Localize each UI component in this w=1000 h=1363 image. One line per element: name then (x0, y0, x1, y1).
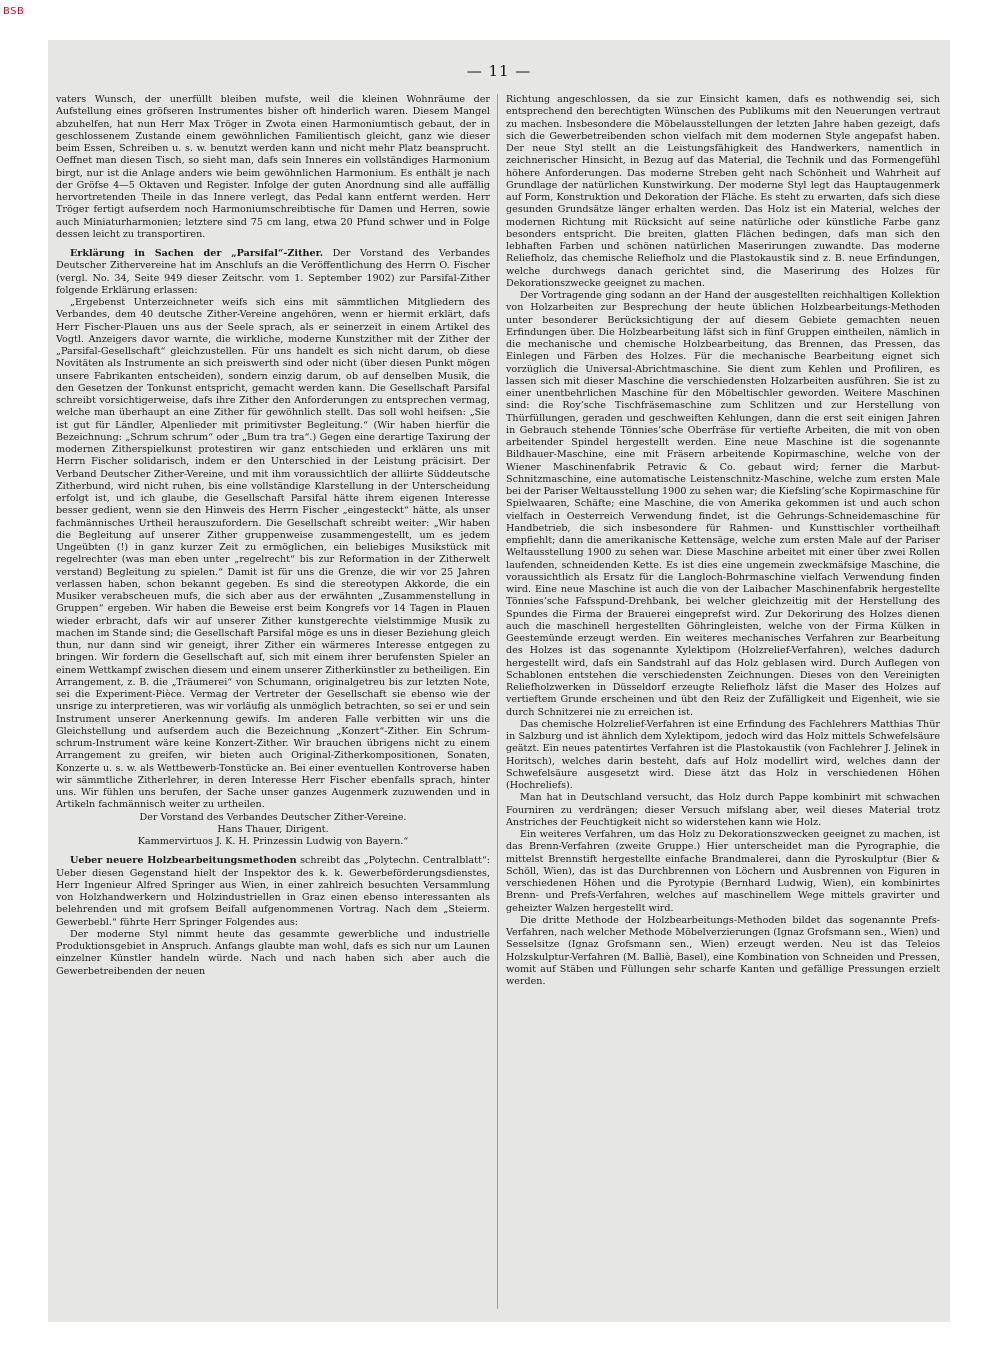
paragraph-modern-style: Der moderne Styl nimmt heute das gesammte gewerbliche und industrielle Produktionsgebiet in Anspruch. Anfangs glaubte man wohl, dafs es sich nur um Launen einzelner Künstler handeln würde. Nach und nach haben sich aber auch die Gewerbetreibenden der neuen (56, 928, 490, 977)
signature-board: Der Vorstand des Verbandes Deutscher Zither-Vereine. (139, 811, 407, 823)
left-column (56, 94, 490, 978)
paragraph-modern-direction: Richtung angeschlossen, da sie zur Einsicht kamen, dafs es nothwendig sei, sich entsprechend den berechtigten Wünschen des Publikums mit den Neuerungen vertraut zu machen. Insbesondere die Möbelausstellungen der letzten Jahre haben gezeigt, dafs sich die Gewerbetreibenden schon vielfach mit dem modernen Style angepafst haben. Der neue Styl stellt an die Leistungsfähigkeit des Handwerkers, namentlich in zeichnerischer Hinsicht, in Bezug auf das Material, die Technik und das Formengefühl höhere Anforderungen. Das moderne Streben geht nach Schönheit und Wahrheit auf Grundlage der natürlichen Kunstwirkung. Der moderne Styl legt das Hauptaugenmerk auf Form, Konstruktion und Dekoration der Fläche. Es steht zu erwarten, dafs sich diese gesunden Grundsätze länger erhalten werden. Das Holz ist ein Material, welches der modernen Richtung mit Rücksicht auf seine natürliche oder künstliche Farbe ganz besonders entspricht. Die breiten, glatten Flächen bedingen, dafs man sich den lebhaften Farben und schönen natürlichen Maserirungen zuwandte. Das moderne Reliefholz, das chemische Reliefholz und die Plastokaustik sind z. B. neue Erfindungen, welche durchwegs danach gerichtet sind, die Maserirung des Holzes für Dekorationszwecke geeignet zu machen. (506, 94, 940, 289)
paragraph-declaration: „Ergebenst Unterzeichneter weifs sich eins mit sämmtlichen Mitgliedern des Verbandes, dem 40 deutsche Zither-Vereine angehören, wenn er hiermit erklärt, dafs Herr Fischer-Plauen uns aus der Seele sprach, als er seinerzeit in einem Artikel des Vogtl. Anzeigers davor warnte, die wirkliche, moderne Kunstzither mit der Zither der „Parsifal-Gesellschaft“ gleichzustellen. Für uns handelt es sich nicht darum, ob diese Novitäten als Instrumente an sich preiswerth sind oder nicht (über diesen Punkt mögen unsere Fabrikanten entscheiden), sondern einzig darum, ob auf denselben Musik, die den Gesetzen der Tonkunst entspricht, gemacht werden kann. Die Gesellschaft Parsifal schreibt vorsichtigerweise, dafs ihre Zither den Anforderungen zu entsprechen vermag, welche man überhaupt an eine Zither für gewöhnlich stellt. Das soll wohl heifsen: „Sie ist gut für Ländler, Alpenlieder mit primitivster Begleitung.“ (Wir haben hierfür die Bezeichnung: „Schrum schrum“ oder „Bum tra tra“.) Gegen eine derartige Taxirung der modernen Zitherspielkunst protestiren wir ganz entschieden und erklären uns mit Herrn Fischer solidarisch, indem er den Unterschied in der Leistung präcisirt. Der Verband Deutscher Zither-Vereine, und mit ihm voraussichtlich der alliirte Süddeutsche Zitherbund, wird nicht ruhen, bis eine vollständige Klarstellung in der Unterscheidung erfolgt ist, und ich glaube, die Gesellschaft Parsifal hätte ihrem eigenen Interesse besser gedient, wenn sie den Hinweis des Herrn Fischer „eingesteckt“ hätte, als unser fachmännisches Urtheil herauszufordern. Die Gesellschaft schreibt weiter: „Wir haben die Begleitung auf unserer Zither gruppenweise zusammengestellt, um es jedem Ungeübten (!) in ganz kurzer Zeit zu ermöglichen, ein beliebiges Musikstück mit regelrechter (was man eben unter „regelrecht“ bis zur Reformation in der Zitherwelt verstand) Begleitung zu spielen.“ Damit ist für uns die Grenze, die wir vor 25 Jahren verlassen haben, schon bekannt gegeben. Es sind die stereotypen Akkorde, die ein Musiker verabscheuen mufs, die sich aber aus der erwähnten „Zusammenstellung in Gruppen“ ergeben. Wir haben die Beweise erst beim Kongrefs vor 14 Tagen in Plauen wieder erbracht, dafs wir auf unserer Zither kunstgerechte vielstimmige Musik zu machen im Stande sind; die Gesellschaft Parsifal möge es uns in dieser Beziehung gleich thun, nur dann sind wir geneigt, ihrer Zither ein wärmeres Interesse entgegen zu bringen. Wir fordern die Gesellschaft auf, sich mit einem ihrer berufensten Spieler an einem Wettkampf zwischen diesem und einem unserer Zitherkünstler zu betheiligen. Ein Arrangement, z. B. die „Träumerei“ von Schumann, originalgetreu bis zur letzten Note, sei die Experiment-Pièce. Vermag der Vertreter der Gesellschaft sie ebenso wie der unsrige zu interpretieren, was wir vorläufig als unmöglich betrachten, so sei er und sein Instrument unserer Anerkennung gewifs. Im anderen Falle verbitten wir uns die Gleichstellung und aufserdem auch die Bezeichnung „Konzert“-Zither. Ein Schrum-schrum-Instrument wäre keine Konzert-Zither. Wir brauchen übrigens nicht zu einem Arrangement zu greifen, wir bieten auch Original-Zitherkompositionen, Sonaten, Konzerte u. s. w. als Wettbewerb-Tonstücke an. Bei einer eventuellen Kontroverse haben wir sämmtliche Zitherlehrer, in deren Interesse Herr Fischer ebenfalls sprach, hinter uns. Wir fühlen uns berufen, der Sache unser ganzes Augenmerk zuzuwenden und in Artikeln fachmännisch weiter zu urtheilen. (56, 297, 490, 811)
right-column (506, 94, 940, 988)
signature-virtuoso: Kammervirtuos J. K. H. Prinzessin Ludwig von Bayern.“ (137, 836, 409, 847)
paragraph-pressing-method: Die dritte Methode der Holzbearbeitungs-Methoden bildet das sogenannte Prefs-Verfahren, nach welcher Methode Möbelverzierungen (Ignaz Grofsmann sen., Wien) und Sesselsitze (Ignaz Grofsmann sen., Wien) erzeugt werden. Neu ist das Teleios Holzskulptur-Verfahren (M. Balliè, Basel), eine Kombination von Schneiden und Pressen, womit auf Stäben und Füllungen sehr scharfe Kanten und gefällige Pressungen erzielt werden. (506, 914, 940, 987)
signature-conductor: Hans Thauer, Dirigent. (217, 823, 329, 835)
paragraph-harmonium-table: vaters Wunsch, der unerfüllt bleiben mufste, weil die kleinen Wohnräume der Aufstellung eines gröfseren Instrumentes bisher oft hinderlich waren. Diesem Mangel abzuhelfen, hat nun Herr Max Tröger in Zwota einen Harmoniumtisch gebaut, der in geschlossenem Zustande einem gewöhnlichen Familientisch gleicht, ganz wie dieser beim Essen, Schreiben u. s. w. benutzt werden kann und nicht mehr Platz beansprucht. Oeffnet man diesen Tisch, so sieht man, dafs sein Inneres ein vollständiges Harmonium birgt, nur ist die Anlage anders wie beim gewöhnlichen Harmonium. Es enthält je nach der Gröfse 4—5 Oktaven und Register. Infolge der guten Anordnung sind alle auffällig hervortretenden Theile in das Innere verlegt, das Pedal kann entfernt werden. Herr Tröger fertigt aufserdem noch Harmoniumschreibtische für Damen und Herren, sowie auch Miniaturharmonien; letztere sind 75 cm lang, etwa 20 Pfund schwer und in Folge dessen leicht zu transportiren. (56, 94, 490, 240)
scanned-page (48, 40, 950, 1322)
column-divider (497, 94, 498, 1309)
page-number: — 11 — (466, 62, 532, 80)
woodworking-intro-text: schreibt das „Polytechn. Centralblatt“: Ueber diesen Gegenstand hielt der Inspektor des k. k. Gewerbeförderungsdienstes, Herr Ingenieur Alfred Springer aus Wien, in einer zahlreich besuchten Versammlung von Holzhandwerkern und Holzindustriellen in Graz einen ebenso interessanten als belehrenden und mit grofsem Beifall aufgenommenen Vortrag. Nach dem „Steierm. Gewerbebl.“ führte Herr Springer Folgendes aus: (56, 855, 490, 928)
paragraph-mechanical-processing: Der Vortragende ging sodann an der Hand der ausgestellten reichhaltigen Kollektion von Holzarbeiten zur Besprechung der heute üblichen Holzbearbeitungs-Methoden unter besonderer Berücksichtigung der auf diesem Gebiete gemachten neuen Erfindungen über. Die Holzbearbeitung läfst sich in fünf Gruppen eintheilen, nämlich in die mechanische und chemische Holzbearbeitung, das Brennen, das Pressen, das Einlegen und Färben des Holzes. Für die mechanische Bearbeitung eignet sich vorzüglich die Universal-Abrichtmaschine. Sie dient zum Kehlen und Profiliren, es lassen sich mit dieser Maschine die verschiedensten Holzarbeiten ausführen. Sie ist zu einer unentbehrlichen Maschine für den Möbeltischler geworden. Weitere Maschinen sind: die Roy’sche Tischfräsemaschine zum Schlitzen und zur Herstellung von Thürfüllungen, geraden und geschweiften Kehlungen, dann die erst seit einigen Jahren in Gebrauch stehende Tönnies’sche Oberfräse für vertiefte Arbeiten, die mit von oben arbeitender Spindel hergestellt werden. Eine neue Maschine ist die sogenannte Bildhauer-Maschine, eine mit Fräsern arbeitende Kopirmaschine, welche von der Wiener Maschinenfabrik Petravic & Co. gebaut wird; ferner die Marbut-Schnitzmaschine, eine automatische Leistenschnitz-Maschine, welche zum ersten Male bei der Pariser Weltausstellung 1900 zu sehen war; die Kiefsling’sche Kopirmaschine für Spielwaaren, Schäfte; eine Maschine, die von Amerika gekommen ist und auch schon vielfach in Oesterreich Verwendung findet, ist die Gehrungs-Schneidemaschine für Handbetrieb, die sich insbesondere für Rahmen- und Kunsttischler vortheilhaft empfiehlt; dann die amerikanische Kettensäge, welche zum ersten Male auf der Pariser Weltausstellung 1900 zu sehen war. Diese Maschine arbeitet mit einer über zwei Rollen laufenden, schneidenden Kette. Es ist dies eine ungemein zweckmäfsige Maschine, die voraussichtlich als Ersatz für die Langloch-Bohrmaschine vielfach Verwendung finden wird. Eine neue Maschine ist auch die von der Laibacher Maschinenfabrik hergestellte Tönnies’sche Fafsspund-Drehbank, bei welcher gleichzeitig mit der Herstellung des Spundes die Firma der Brauerei eingeprefst wird. Zur Dekorirung des Holzes dienen auch die maschinell hergestellten Göhringleisten, welche von der Firma Külken in Geestemünde erzeugt werden. Ein weiteres mechanisches Verfahren zur Bearbeitung des Holzes ist das sogenannte Xylektipom (Holzrelief-Verfahren), welches dadurch hergestellt wird, dafs ein Sandstrahl auf das Holz geblasen wird. Durch Auflegen von Schablonen entstehen die verschiedensten Zeichnungen. Dieses von den Vereinigten Reliefholzwerken in Düsseldorf erzeugte Reliefholz läfst die Maser des Holzes auf vertieftem Grunde erscheinen und übt den Reiz der Zufälligkeit und Eigenheit, wie sie durch Schnitzerei nie zu erreichen ist. (506, 290, 940, 718)
paragraph-burning-method: Ein weiteres Verfahren, um das Holz zu Dekorationszwecken geeignet zu machen, ist das Brenn-Verfahren (zweite Gruppe.) Hier unterscheidet man die Pyrographie, die mittelst Brennstift hergestellte einfache Brandmalerei, dann die Pyroskulptur (Bier & Schöll, Wien), das ist das Durchbrennen von Löchern und Ausbrennen von Figuren in verschiedenen Höhen und die Pyrotypie (Bernhard Ludwig, Wien), ein kombinirtes Brenn- und Prefs-Verfahren, welches auf maschinellem Wege mittels gravirter und geheizter Walzen hergestellt wird. (506, 829, 940, 914)
paragraph-woodworking-intro (56, 855, 490, 929)
library-watermark: BSB (3, 6, 25, 17)
paragraph-chemical-relief: Das chemische Holzrelief-Verfahren ist eine Erfindung des Fachlehrers Matthias Thür in Salzburg und ist ähnlich dem Xylektipom, jedoch wird das Holz mittels Schwefelsäure geätzt. Ein neues patentirtes Verfahren ist die Plastokaustik (von Fachlehrer J. Jelinek in Horitsch), welches darin besteht, dafs auf Holz modellirt wird, welches dann der Schwefelsäure ausgesetzt wird. Diese ätzt das Holz in verschiedenen Höhen (Hochreliefs). (506, 718, 940, 791)
heading-parsifal-zither: Erklärung in Sachen der „Parsifal“-Zither. (70, 248, 324, 259)
parsifal-intro-text: Der Vorstand des Verbandes Deutscher Zithervereine hat im Anschlufs an die Veröffentlichung des Herrn O. Fischer (vergl. No. 34, Seite 949 dieser Zeitschr. vom 1. September 1902) zur Parsifal-Zither folgende Erklärung erlassen: (56, 248, 490, 296)
heading-woodworking-methods: Ueber neuere Holzbearbeitungsmethoden (70, 855, 297, 867)
paragraph-cardboard: Man hat in Deutschland versucht, das Holz durch Pappe kombinirt mit schwachen Fourniren zu verdrängen; dieser Versuch mifslang aber, weil dieses Material trotz Anstriches der Feuchtigkeit nicht so widerstehen kann wie Holz. (506, 792, 940, 828)
paragraph-parsifal-intro (56, 248, 490, 297)
